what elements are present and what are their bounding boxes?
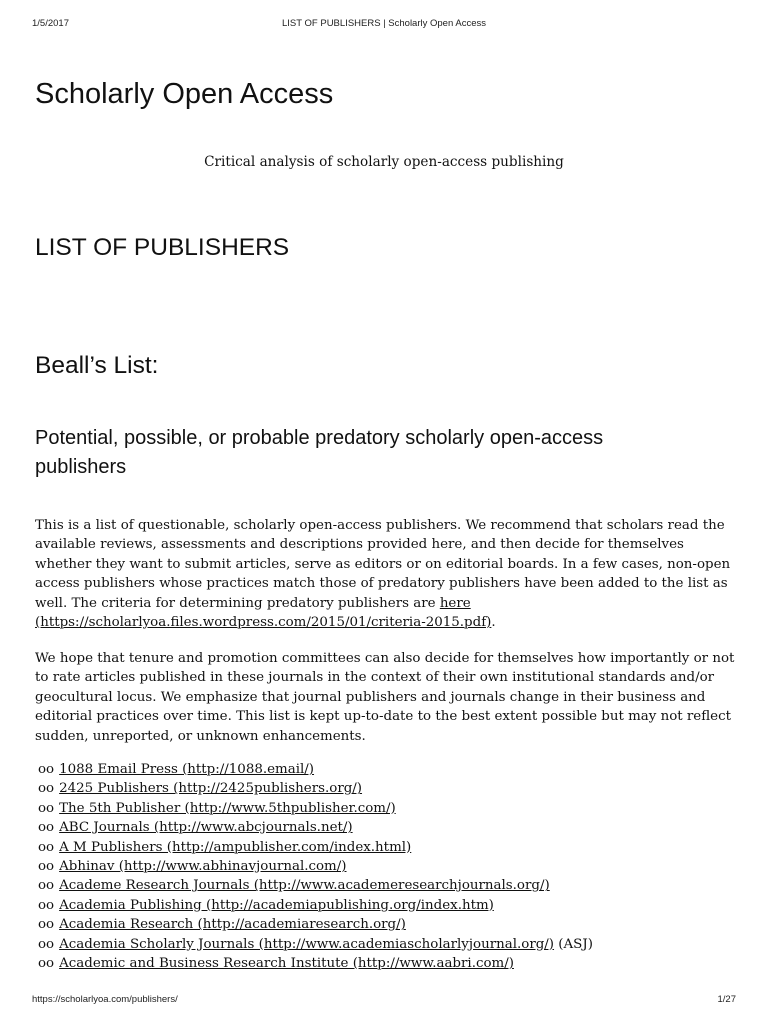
print-header: [0, 18, 768, 32]
print-date: 1/5/2017: [32, 18, 69, 29]
list-item: [38, 857, 738, 876]
intro-paragraph-2: We hope that tenure and promotion committees can also decide for themselves how importantly or not to rate articles published in these journals in the context of their own institutional standards and/or geocultural locus. We emphasize that journal publishers and journals change in their business and editorial practices over time. This list is kept up-to-date to the best extent possible but may not reflect sudden, unreported, or unknown enhancements.: [35, 651, 735, 744]
intro-paragraph-1: [35, 516, 740, 632]
list-item: [38, 915, 738, 934]
bullet-icon: oo: [38, 781, 55, 797]
print-page-number: 1/27: [717, 994, 736, 1005]
bullet-icon: oo: [38, 897, 55, 913]
section-title: Beall’s List:: [35, 352, 159, 379]
bullet-icon: oo: [38, 859, 55, 875]
bullet-icon: oo: [38, 820, 55, 836]
site-tagline: Critical analysis of scholarly open-access publishing: [204, 154, 564, 170]
list-item: [38, 954, 738, 973]
page-subtitle: Potential, possible, or probable predatory scholarly open-access publishers: [35, 427, 604, 478]
list-item: [38, 818, 738, 837]
page-title: LIST OF PUBLISHERS: [35, 234, 290, 261]
list-item: [38, 779, 738, 798]
bullet-icon: oo: [38, 936, 55, 952]
publisher-suffix: (ASJ): [554, 936, 593, 952]
publisher-link[interactable]: Academic and Business Research Institute (http://www.aabri.com/): [59, 956, 514, 972]
criteria-link[interactable]: here (https://scholarlyoa.files.wordpress.com/2015/01/criteria-2015.pdf): [35, 595, 492, 631]
print-url: https://scholarlyoa.com/publishers/: [32, 994, 178, 1005]
publisher-link[interactable]: ABC Journals (http://www.abcjournals.net/): [59, 820, 353, 836]
publisher-link[interactable]: The 5th Publisher (http://www.5thpublisher.com/): [59, 800, 396, 816]
intro-p1-end: .: [491, 615, 496, 631]
bullet-icon: oo: [38, 878, 55, 894]
list-item: [38, 838, 738, 857]
intro-p1-text: This is a list of questionable, scholarly open-access publishers. We recommend that scholars read the available reviews, assessments and descriptions provided here, and then decide for themselves whether they want to submit articles, serve as editors or on editorial boards. In a few cases, non-open access publishers whose practices match those of predatory publishers have been added to the list as well. The criteria for determining predatory publishers are: [35, 518, 731, 611]
publisher-link[interactable]: Academia Research (http://academiaresearch.org/): [59, 917, 406, 933]
bullet-icon: oo: [38, 800, 55, 816]
publisher-link[interactable]: Academia Scholarly Journals (http://www.academiascholarlyjournal.org/): [59, 936, 555, 952]
publisher-link[interactable]: 1088 Email Press (http://1088.email/): [59, 762, 315, 777]
list-item: [38, 876, 738, 895]
list-item: [38, 935, 738, 954]
list-item: [38, 896, 738, 915]
list-item: [38, 799, 738, 818]
publisher-link[interactable]: Abhinav (http://www.abhinavjournal.com/): [59, 859, 347, 875]
publisher-link[interactable]: 2425 Publishers (http://2425publishers.org/): [59, 781, 363, 797]
list-item: [38, 760, 738, 779]
print-footer: [0, 994, 768, 1008]
publisher-link[interactable]: Academia Publishing (http://academiapublishing.org/index.htm): [59, 897, 494, 913]
publisher-list: [38, 760, 738, 973]
bullet-icon: oo: [38, 839, 55, 855]
publisher-link[interactable]: Academe Research Journals (http://www.academeresearchjournals.org/): [59, 878, 550, 894]
print-doc-title: LIST OF PUBLISHERS | Scholarly Open Access: [282, 18, 486, 29]
bullet-icon: oo: [38, 762, 55, 777]
bullet-icon: oo: [38, 956, 55, 972]
site-title[interactable]: Scholarly Open Access: [35, 78, 334, 110]
publisher-link[interactable]: A M Publishers (http://ampublisher.com/index.html): [59, 839, 412, 855]
bullet-icon: oo: [38, 917, 55, 933]
